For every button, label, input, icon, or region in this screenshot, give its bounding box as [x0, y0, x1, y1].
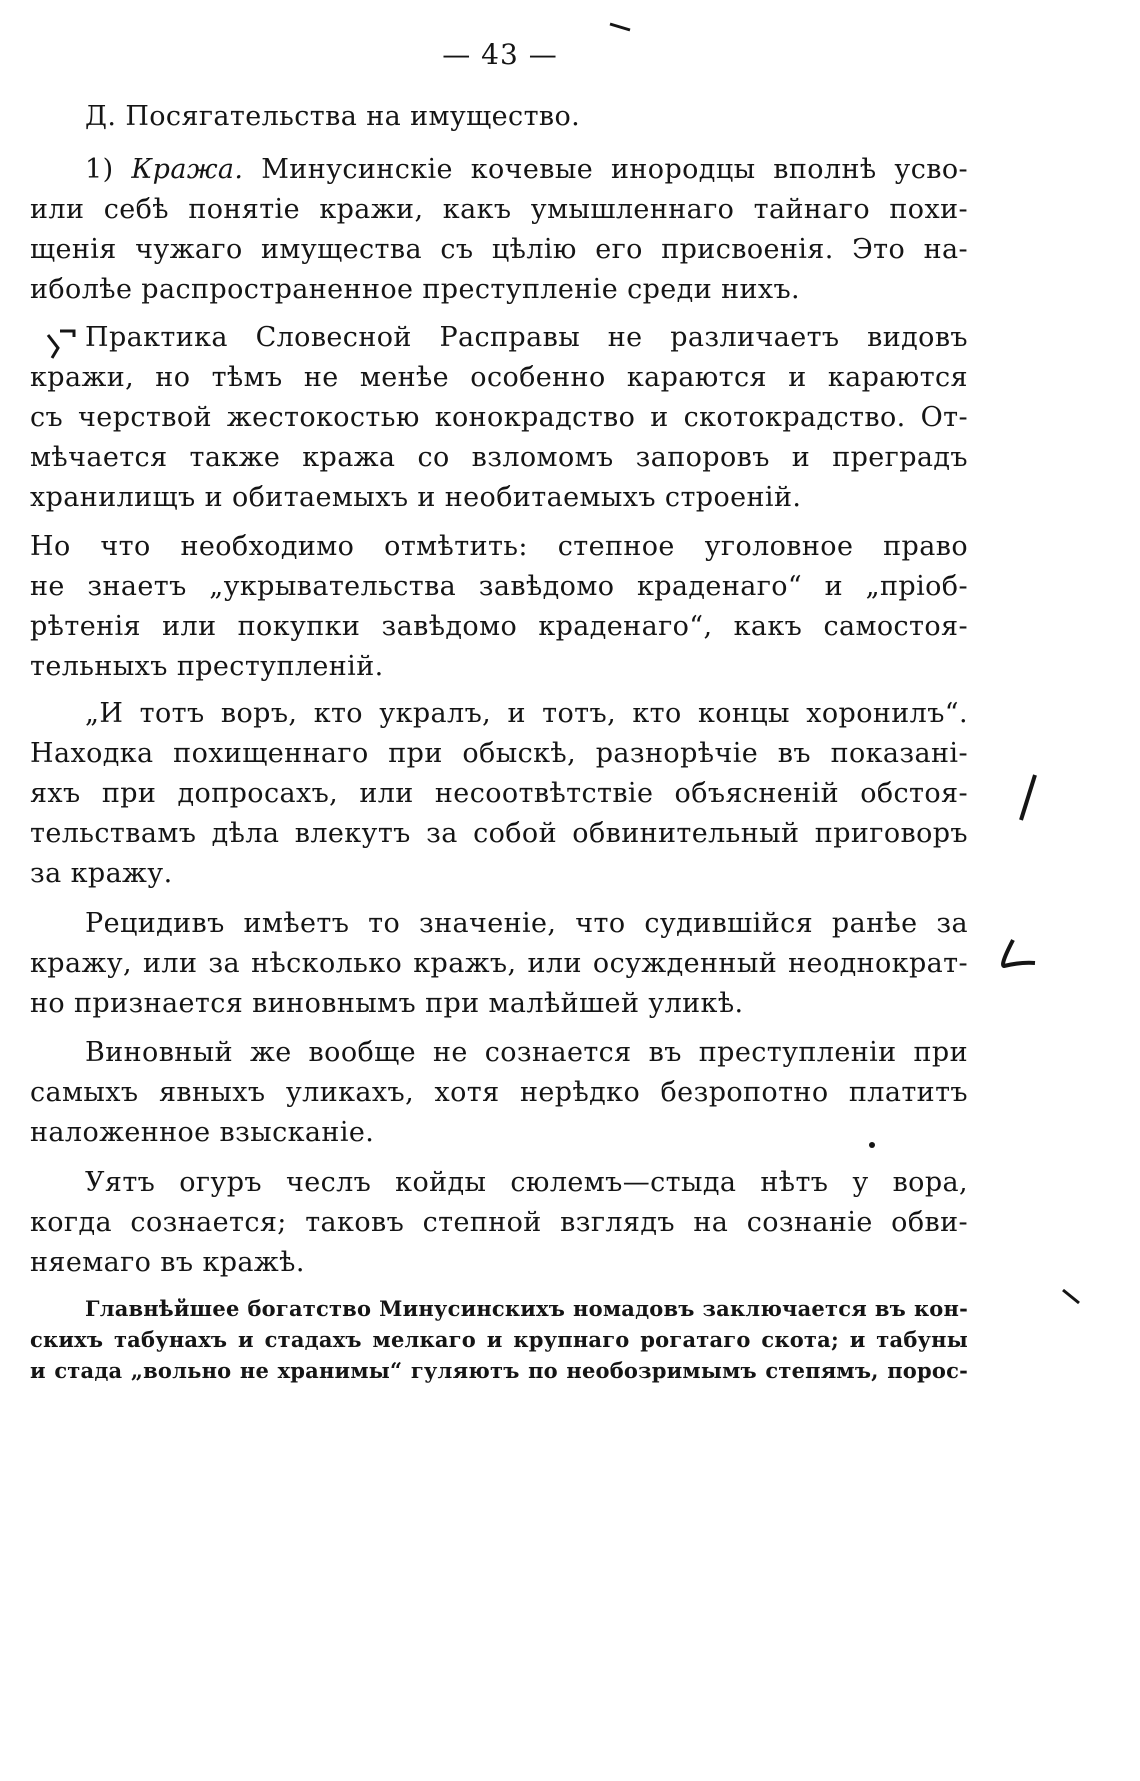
paragraph-line: когда сознается; таковъ степной взглядъ на сознаніе обви- [30, 1207, 968, 1238]
paragraph-line: Практика Словесной Расправы не различаетъ видовъ [85, 322, 968, 353]
paragraph-line: кражу, или за нѣсколько кражъ, или осужденный неоднократ- [30, 948, 968, 979]
paragraph-line: Уятъ огуръ чеслъ койды сюлемъ—стыда нѣтъ у вора, [85, 1167, 968, 1198]
paragraph-line: самыхъ явныхъ уликахъ, хотя нерѣдко безропотно платитъ [30, 1077, 968, 1108]
footnote-line: скихъ табунахъ и стадахъ мелкаго и крупнаго рогатаго скота; и табуны [30, 1327, 968, 1352]
line-text: Минусинскіе кочевые инородцы вполнѣ усво- [261, 154, 969, 185]
paragraph-line: яхъ при допросахъ, или несоотвѣтствіе объясненій обстоя- [30, 778, 968, 809]
paragraph-line: съ черствой жестокостью конокрадство и скотокрадство. От- [30, 402, 968, 433]
paragraph-court-practice [30, 318, 968, 518]
margin-tick-top [610, 24, 630, 30]
paragraph-line: щенія чужаго имущества съ цѣлію его присвоенія. Это на- [30, 234, 968, 265]
paragraph-theft-definition [30, 150, 968, 310]
paragraph-line: тельныхъ преступленій. [30, 651, 384, 682]
paragraph-line: мѣчается также кража со взломомъ запоровъ и преградъ [30, 442, 968, 473]
paragraph-recidivism [30, 904, 968, 1024]
footnote-line: и стада „вольно не хранимы“ гуляютъ по необозримымъ степямъ, порос- [30, 1358, 968, 1383]
section-heading: Д. Посягательства на имущество. [85, 101, 581, 132]
paragraph-line: не знаетъ „укрывательства завѣдомо краденаго“ и „пріоб- [30, 571, 968, 602]
paragraph-line: иболѣе распространенное преступленіе среди нихъ. [30, 274, 801, 305]
paragraph-line: кражи, но тѣмъ не менѣе особенно караются и караются [30, 362, 968, 393]
paragraph-line: Рецидивъ имѣетъ то значеніе, что судившійся ранѣе за [85, 908, 968, 939]
section-heading-block [30, 97, 968, 137]
margin-hook-mark [1003, 940, 1035, 966]
paragraph-line [30, 150, 968, 190]
paragraph-line: няемаго въ кражѣ. [30, 1247, 305, 1278]
footnote-line: Главнѣйшее богатство Минусинскихъ номадовъ заключается въ кон- [85, 1296, 968, 1321]
item-number: 1) [85, 154, 114, 185]
paragraph-line: наложенное взысканіе. [30, 1117, 375, 1148]
paragraph-line: хранилищъ и обитаемыхъ и необитаемыхъ строеній. [30, 482, 802, 513]
footnote [30, 1293, 968, 1386]
paragraph-line: за кражу. [30, 858, 173, 889]
paragraph-line: но признается виновнымъ при малѣйшей уликѣ. [30, 988, 744, 1019]
paragraph-line: тельствамъ дѣла влекутъ за собой обвинительный приговоръ [30, 818, 968, 849]
paragraph-line: рѣтенія или покупки завѣдомо краденаго“, какъ самостоя- [30, 611, 968, 642]
paragraph-line: Но что необходимо отмѣтить: степное уголовное право [30, 531, 968, 562]
paragraph-steppe-law [30, 527, 968, 687]
paragraph-line: Находка похищеннаго при обыскѣ, разнорѣчіе въ показані- [30, 738, 968, 769]
paragraph-line: или себѣ понятіе кражи, какъ умышленнаго тайнаго похи- [30, 194, 968, 225]
margin-slash-mark [1021, 775, 1035, 820]
page-number: — 43 — [442, 38, 558, 71]
margin-tick-bottom [1063, 1290, 1079, 1303]
paragraph-proverb-evidence [30, 694, 968, 894]
paragraph-confession [30, 1033, 968, 1153]
item-title: Кража. [131, 154, 244, 185]
paragraph-line: Виновный же вообще не сознается въ преступленіи при [85, 1037, 968, 1068]
paragraph-line: „И тотъ воръ, кто укралъ, и тотъ, кто концы хоронилъ“. [85, 698, 968, 729]
paragraph-steppe-view [30, 1163, 968, 1283]
